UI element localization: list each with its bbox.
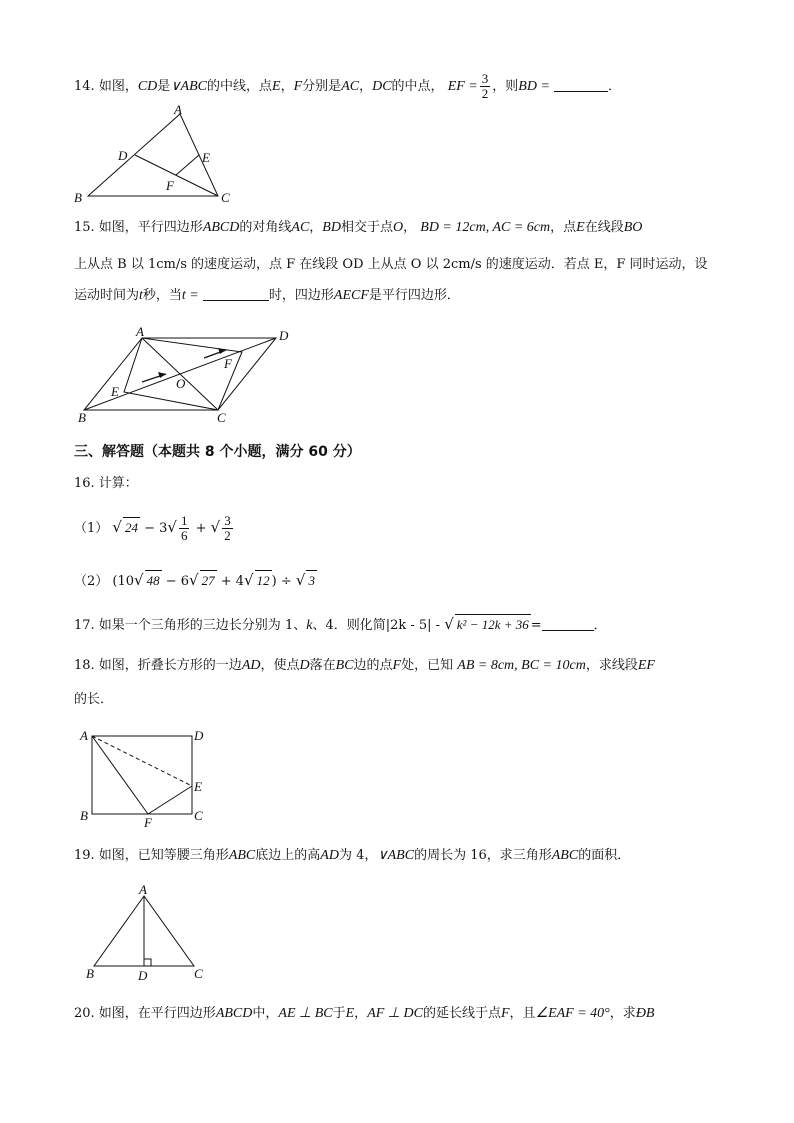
label-E: E: [111, 384, 119, 399]
q15-line1: 15. 如图，平行四边形ABCD的对角线AC，BD相交于点O， BD = 12cm, AC = 6cm，点E在线段BO: [74, 220, 643, 235]
label-C: C: [221, 190, 230, 205]
fraction-3-2: $\frac{3}{2}$: [481, 71, 489, 101]
label-A: A: [136, 324, 144, 339]
section-3-title: 三、解答题（本题共 8 个小题，满分 60 分）: [74, 444, 361, 460]
q16-part2: （2） (10√ 48 − 6√ 27 + 4√ 12 ) ÷ √ 3: [74, 571, 315, 589]
q19-text: 19. 如图，已知等腰三角形ABC底边上的高AD为 4，∨ABC的周长为 16，求三角形ABC的面积．: [74, 848, 631, 863]
q16-title: 16. 计算：: [74, 476, 138, 491]
label-D: D: [118, 148, 128, 163]
label-E: E: [202, 150, 210, 165]
label-A: A: [80, 728, 88, 743]
label-A: A: [174, 102, 182, 117]
label-C: C: [217, 410, 226, 425]
q17-text: 17. 如果一个三角形的三边长分别为 1、k、4．则化简|2k - 5| - √ k² − 12k + 36 = ．: [74, 615, 607, 633]
q20-text: 20. 如图，在平行四边形ABCD中，AE ⊥ BC于E，AF ⊥ DC的延长线于点F，且∠EAF = 40°，求ÐB: [74, 1006, 655, 1021]
label-B: B: [78, 410, 86, 425]
q16-part1: （1） √ 24 − 3√ $\frac{1}{6}$ + √ $\frac{3}{2}$: [74, 513, 231, 543]
label-O: O: [176, 376, 186, 391]
label-E: E: [194, 779, 202, 794]
q15-line3: 运动时间为t秒，当t = 时，四边形AECF是平行四边形．: [74, 288, 460, 303]
q14-figure: [70, 104, 240, 204]
q19-figure: [82, 882, 212, 982]
q15-line2: 上从点 B 以 1cm/s 的速度运动，点 F 在线段 OD 上从点 O 以 2cm/s 的速度运动．若点 E，F 同时运动，设: [74, 257, 708, 272]
label-A: A: [139, 882, 147, 897]
label-B: B: [86, 966, 94, 981]
label-F: F: [144, 815, 152, 830]
q14-text: 14. 如图，CD是∨ABC的中线，点E，F分别是AC，DC的中点， EF = $\frac{3}{2}$ ，则BD = ．: [74, 71, 622, 101]
q18-figure: [78, 728, 218, 828]
q18-line2: 的长．: [74, 692, 114, 707]
answer-blank-15[interactable]: [203, 286, 269, 301]
q15-figure: [76, 326, 306, 426]
answer-blank-14[interactable]: [554, 77, 608, 92]
label-D: D: [138, 968, 148, 983]
label-B: B: [74, 190, 82, 205]
label-F: F: [224, 356, 232, 371]
label-F: F: [166, 178, 174, 193]
label-B: B: [80, 808, 88, 823]
q18-line1: 18. 如图，折叠长方形的一边AD，使点D落在BC边的点F处，已知 AB = 8cm, BC = 10cm，求线段EF: [74, 658, 655, 673]
label-D: D: [194, 728, 204, 743]
answer-blank-17[interactable]: [542, 616, 594, 631]
label-C: C: [194, 808, 203, 823]
label-C: C: [194, 966, 203, 981]
label-D: D: [279, 328, 289, 343]
